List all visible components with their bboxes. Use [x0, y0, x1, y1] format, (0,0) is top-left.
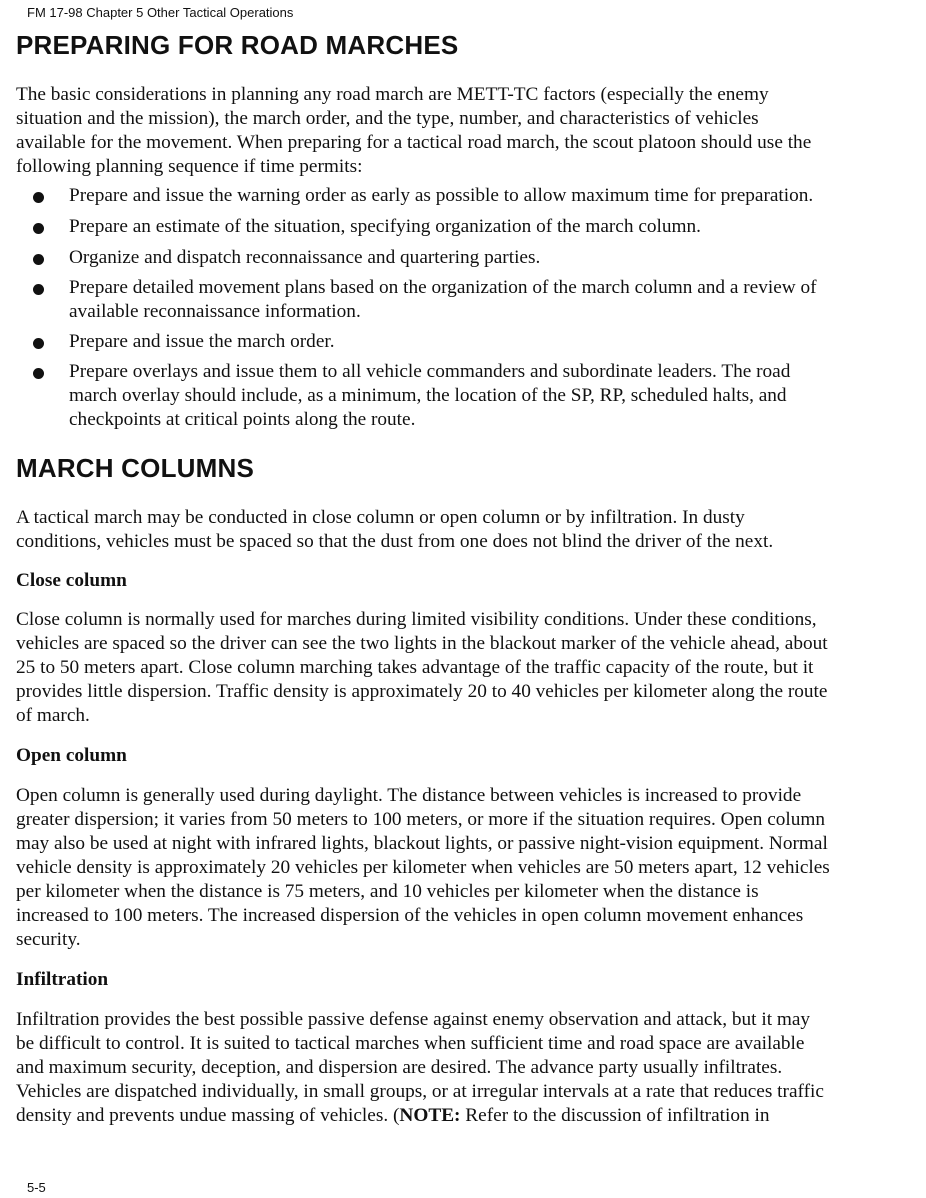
subheading-close-column: Close column — [16, 570, 127, 591]
text-line: Vehicles are dispatched individually, in small groups, or at irregular intervals at a rate that reduces traffic — [16, 1081, 824, 1102]
bullet-item — [69, 330, 335, 354]
subheading-open-column: Open column — [16, 745, 127, 766]
running-header: FM 17-98 Chapter 5 Other Tactical Operations — [27, 5, 294, 20]
text-line: greater dispersion; it varies from 50 meters to 100 meters, or more if the situation requires. Open column — [16, 809, 826, 830]
bullet-item — [69, 215, 701, 239]
bullet-icon — [33, 368, 44, 379]
text-line: available reconnaissance information. — [69, 301, 361, 322]
text-line: security. — [16, 929, 81, 950]
bullet-icon — [33, 223, 44, 234]
text-line: Close column is normally used for marches during limited visibility conditions. Under these conditions, — [16, 609, 817, 630]
page-number: 5-5 — [27, 1180, 46, 1195]
text-line: increased to 100 meters. The increased dispersion of the vehicles in open column movement enhances — [16, 905, 804, 926]
text-line: Prepare detailed movement plans based on the organization of the march column and a review of — [69, 277, 817, 298]
subheading-infiltration: Infiltration — [16, 969, 109, 990]
heading-march-columns: MARCH COLUMNS — [16, 453, 255, 483]
bullet-item — [69, 276, 817, 324]
bullet-icon — [33, 338, 44, 349]
text-line: Prepare an estimate of the situation, specifying organization of the march column. — [69, 216, 701, 237]
text-line: and maximum security, deception, and dispersion are desired. The advance party usually infiltrates. — [16, 1057, 783, 1078]
text-line: Organize and dispatch reconnaissance and quartering parties. — [69, 247, 541, 268]
text-line: Open column is generally used during daylight. The distance between vehicles is increased to provide — [16, 785, 802, 806]
text-line: Prepare and issue the march order. — [69, 331, 335, 352]
text-line: A tactical march may be conducted in close column or open column or by infiltration. In dusty — [16, 507, 745, 528]
text-line: may also be used at night with infrared lights, blackout lights, or passive night-vision equipment. Normal — [16, 833, 828, 854]
text-line: Infiltration provides the best possible passive defense against enemy observation and attack, but it may — [16, 1009, 811, 1030]
bullet-icon — [33, 254, 44, 265]
open-column-paragraph — [16, 784, 830, 952]
note-label: NOTE: — [399, 1105, 461, 1126]
text-line: Prepare overlays and issue them to all vehicle commanders and subordinate leaders. The road — [69, 361, 791, 382]
text-line: conditions, vehicles must be spaced so that the dust from one does not blind the driver of the next. — [16, 531, 774, 552]
columns-intro-paragraph — [16, 506, 773, 554]
text-line: be difficult to control. It is suited to tactical marches when sufficient time and road space are available — [16, 1033, 805, 1054]
text-line: following planning sequence if time permits: — [16, 156, 363, 177]
text-line: Prepare and issue the warning order as early as possible to allow maximum time for preparation. — [69, 185, 814, 206]
bullet-item — [69, 360, 790, 432]
text-line: per kilometer when the distance is 75 meters, and 10 vehicles per kilometer when the distance is — [16, 881, 759, 902]
text-line: The basic considerations in planning any road march are METT-TC factors (especially the enemy — [16, 84, 769, 105]
bullet-icon — [33, 192, 44, 203]
infiltration-paragraph — [16, 1008, 824, 1128]
text-fragment: Refer to the discussion of infiltration in — [460, 1105, 770, 1126]
text-line: checkpoints at critical points along the route. — [69, 409, 416, 430]
text-line: situation and the mission), the march order, and the type, number, and characteristics of vehicles — [16, 108, 759, 129]
text-line: vehicle density is approximately 20 vehicles per kilometer when vehicles are 50 meters apart, 12 vehicles — [16, 857, 830, 878]
bullet-item — [69, 246, 540, 270]
text-fragment: density and prevents undue massing of vehicles. ( — [16, 1105, 400, 1126]
close-column-paragraph — [16, 608, 828, 728]
intro-paragraph — [16, 83, 811, 179]
text-line: of march. — [16, 705, 90, 726]
text-line: vehicles are spaced so the driver can see the two lights in the blackout marker of the vehicle ahead, about — [16, 633, 828, 654]
bullet-icon — [33, 284, 44, 295]
text-line: available for the movement. When preparing for a tactical road march, the scout platoon should use the — [16, 132, 812, 153]
text-line: provides little dispersion. Traffic density is approximately 20 to 40 vehicles per kilometer along the route — [16, 681, 828, 702]
bullet-item — [69, 184, 813, 208]
text-line: 25 to 50 meters apart. Close column marching takes advantage of the traffic capacity of the route, but it — [16, 657, 814, 678]
heading-preparing-road-marches: PREPARING FOR ROAD MARCHES — [16, 30, 459, 60]
text-line — [16, 1104, 824, 1128]
text-line: march overlay should include, as a minimum, the location of the SP, RP, scheduled halts, and — [69, 385, 787, 406]
